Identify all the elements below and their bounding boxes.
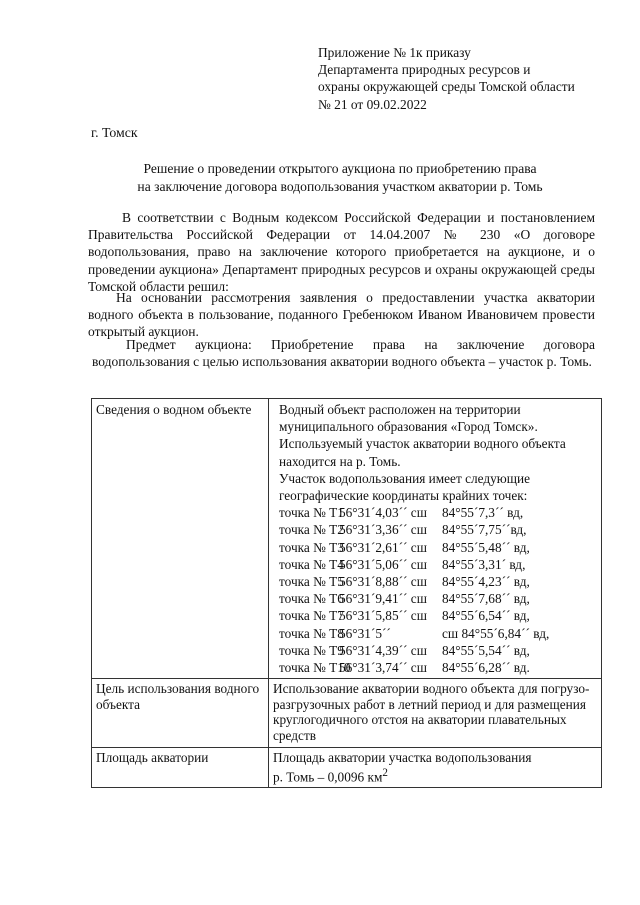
- title-line: на заключение договора водопользования участком акватории р. Томь: [137, 178, 543, 194]
- coordinate-list: [279, 504, 597, 676]
- area-line: Площадь акватории участка водопользования: [273, 750, 532, 766]
- city: г. Томск: [91, 125, 138, 140]
- appendix-line: охраны окружающей среды Томской области: [318, 79, 575, 95]
- table-label-cell: Цель использования водного объекта: [92, 679, 269, 748]
- appendix-line: Департамента природных ресурсов и: [318, 62, 531, 78]
- coordinate-point: точка № Т2 56°31´3,36´´ сш 84°55´7,75´´вд,: [279, 522, 527, 538]
- table-row: [92, 748, 602, 787]
- coordinate-point: точка № Т6 56°31´9,41´´ сш 84°55´7,68´´ вд,: [279, 591, 530, 607]
- table-value-cell: [269, 399, 602, 679]
- paragraph-decision: На основании рассмотрения заявления о предоставлении участка акватории водного объекта в пользование, поданного Гребенюком Иваном Ивановичем провести открытый аукцион.: [88, 290, 595, 340]
- section-text: Используемый участок акватории водного объекта находится на р. Томь.: [279, 436, 566, 469]
- table-label-cell: Площадь акватории: [92, 748, 269, 787]
- superscript: 2: [382, 766, 388, 779]
- coordinate-point: точка № Т10 56°31´3,74´´ сш 84°55´6,28´´ вд.: [279, 660, 530, 676]
- coordinate-point: точка № Т3 56°31´2,61´´ сш 84°55´5,48´´ вд,: [279, 539, 530, 555]
- title-line: Решение о проведении открытого аукциона по приобретению права: [143, 161, 537, 176]
- coordinate-point: точка № Т1 56°31´4,03´´ сш 84°55´7,3´´ вд,: [279, 505, 524, 521]
- location-text: Водный объект расположен на территории муниципального образования «Город Томск».: [279, 402, 538, 435]
- table-label-cell: Сведения о водном объекте: [92, 399, 269, 679]
- table-row: [92, 679, 602, 748]
- table-value-cell: Использование акватории водного объекта для погрузо-разгрузочных работ в летний период и для размещения круглогодичного отстоя на акватории плавательных средств: [269, 679, 602, 748]
- appendix-header: [318, 44, 618, 113]
- table-row: [92, 399, 602, 679]
- water-object-table: [91, 398, 602, 788]
- coordinate-point: точка № Т9 56°31´4,39´´ сш 84°55´5,54´´ вд,: [279, 642, 530, 658]
- table-value-cell: [269, 748, 602, 787]
- coordinate-point: точка № Т4 56°31´5,06´´ сш 84°55´3,31´ вд,: [279, 556, 526, 572]
- paragraph-auction-subject: Предмет аукциона: Приобретение права на заключение договора водопользования с целью использования акватории водного объекта – участок р. Томь.: [92, 337, 595, 370]
- paragraph-legal-basis: В соответствии с Водным кодексом Российской Федерации и постановлением Правительства Российской Федерации от 14.04.2007 № 230 «О договоре водопользования, право на заключение которого приобретается на аукционе, и о проведении аукциона» Департамент природных ресурсов и охраны окружающей среды Томской области решил:: [88, 210, 595, 294]
- coordinate-point: точка № Т7 56°31´5,85´´ сш 84°55´6,54´´ вд,: [279, 608, 530, 624]
- coordinate-point: точка № Т8 56°31´5´´ сш 84°55´6,84´´ вд,: [279, 625, 550, 641]
- appendix-line: № 21 от 09.02.2022: [318, 96, 427, 112]
- document-title: [90, 160, 590, 195]
- area-value: р. Томь – 0,0096 $км^2$: [273, 766, 388, 785]
- coordinate-point: точка № Т5 56°31´8,88´´ сш 84°55´4,23´´ вд,: [279, 574, 530, 590]
- appendix-line: Приложение № 1к приказу: [318, 45, 471, 60]
- coordinates-intro: Участок водопользования имеет следующие географические координаты крайних точек:: [279, 470, 530, 504]
